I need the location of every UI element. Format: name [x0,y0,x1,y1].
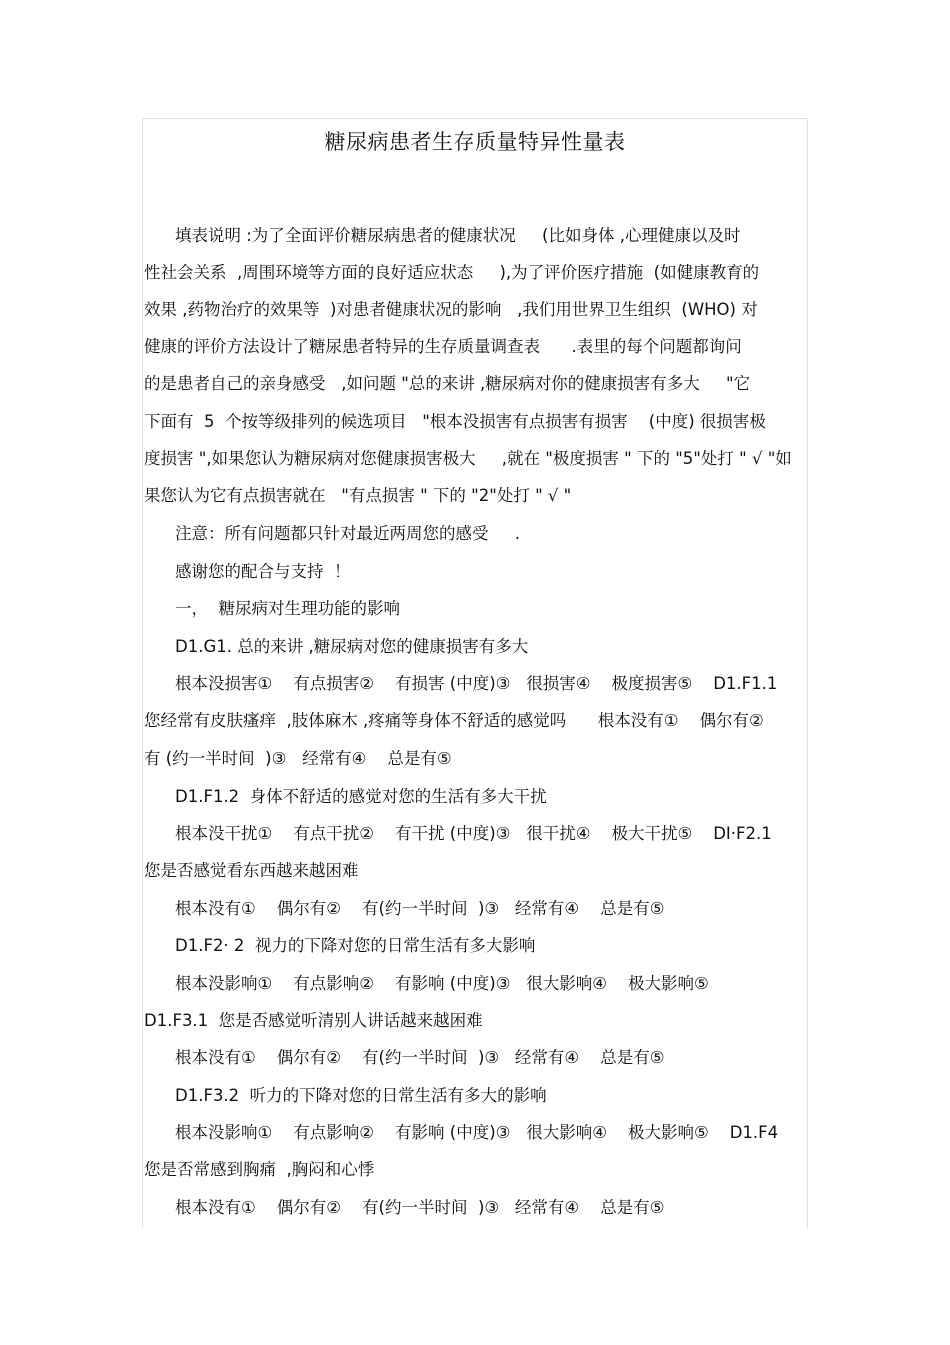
question-line: 您是否感觉看东西越来越困难 [144,861,359,880]
paragraph-line: 性社会关系 ,周围环境等方面的良好适应状态 ),为了评价医疗措施 (如健康教育的 [144,263,760,282]
options-line: 根本没影响① 有点影响② 有影响 (中度)③ 很大影响④ 极大影响⑤ D1.F4 [175,1123,779,1142]
options-line: 有 (约一半时间 )③ 经常有④ 总是有⑤ [144,749,452,768]
thanks-line: 感谢您的配合与支持 ！ [175,562,351,581]
notice-line: 注意：所有问题都只针对最近两周您的感受 . [175,524,520,543]
question-line: D1.F3.2 听力的下降对您的日常生活有多大的影响 [175,1086,547,1105]
paragraph-line: 果您认为它有点损害就在 "有点损害 " 下的 "2"处打 " √ " [144,486,572,505]
paragraph-line: 的是患者自己的亲身感受 ,如问题 "总的来讲 ,糖尿病对你的健康损害有多大 "它 [144,374,751,393]
section-heading: 一， 糖尿病对生理功能的影响 [175,599,400,618]
document-title: 糖尿病患者生存质量特异性量表 [324,130,626,154]
options-line: 根本没干扰① 有点干扰② 有干扰 (中度)③ 很干扰④ 极大干扰⑤ DI·F2.1 [175,824,772,843]
paragraph-line: 填表说明 :为了全面评价糖尿病患者的健康状况 (比如身体 ,心理健康以及时 [175,226,741,245]
paragraph-line: 效果 ,药物治疗的效果等 )对患者健康状况的影响 ,我们用世界卫生组织 (WHO) 对 [144,300,758,319]
paragraph-line: 下面有 5 个按等级排列的候选项目 "根本没损害有点损害有损害 (中度) 很损害极 [144,412,766,431]
question-line: D1.G1. 总的来讲 ,糖尿病对您的健康损害有多大 [175,637,529,656]
question-line: D1.F1.2 身体不舒适的感觉对您的生活有多大干扰 [175,787,547,806]
paragraph-line: 度损害 ",如果您认为糖尿病对您健康损害极大 ,就在 "极度损害 " 下的 "5"处打 " √ "如 [144,449,792,468]
paragraph-line: 健康的评价方法设计了糖尿患者特异的生存质量调查表 .表里的每个问题都询问 [144,337,742,356]
question-line: D1.F2· 2 视力的下降对您的日常生活有多大影响 [175,936,536,955]
options-line: 根本没有① 偶尔有② 有(约一半时间 )③ 经常有④ 总是有⑤ [175,1198,665,1217]
options-line: 根本没有① 偶尔有② 有(约一半时间 )③ 经常有④ 总是有⑤ [175,899,665,918]
options-line: 根本没有① 偶尔有② 有(约一半时间 )③ 经常有④ 总是有⑤ [175,1048,665,1067]
question-line: D1.F3.1 您是否感觉听清别人讲话越来越困难 [144,1011,483,1030]
question-line: 您经常有皮肤瘙痒 ,肢体麻木 ,疼痛等身体不舒适的感觉吗 根本没有① 偶尔有② [144,711,764,730]
question-line: 您是否常感到胸痛 ,胸闷和心悸 [144,1160,375,1179]
options-line: 根本没损害① 有点损害② 有损害 (中度)③ 很损害④ 极度损害⑤ D1.F1.1 [175,674,778,693]
options-line: 根本没影响① 有点影响② 有影响 (中度)③ 很大影响④ 极大影响⑤ [175,974,709,993]
